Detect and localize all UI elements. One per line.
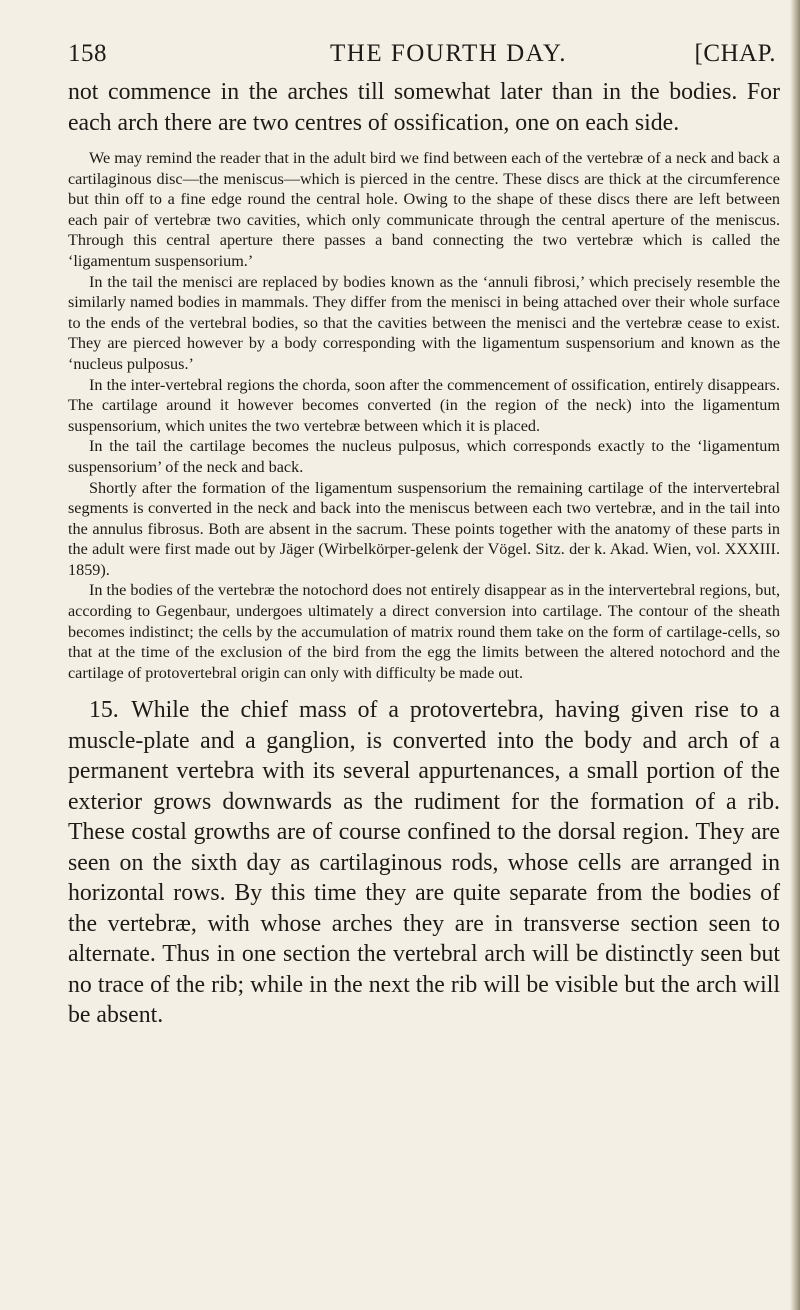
note-paragraph: In the tail the cartilage becomes the nucleus pulposus, which corresponds exactly to the ‘ligamentum suspensorium’ of the neck and back.: [68, 437, 780, 476]
page-number: 158: [68, 40, 107, 67]
opening-paragraph: not commence in the arches till somewhat later than in the bodies. For each arch there are two centres of ossification, one on each side.: [68, 79, 780, 136]
page-edge-shadow: [790, 0, 800, 1310]
small-print-note: [68, 148, 780, 683]
note-paragraph: Shortly after the formation of the ligamentum suspensorium the remaining cartilage of the intervertebral segments is converted in the neck and back into the meniscus between each two vertebræ, and in the tail into the annulus fibrosus. Both are absent in the sacrum. These points together with the anatomy of these parts in the adult were first made out by Jäger (Wirbelkörper-gelenk der Vögel. Sitz. der k. Akad. Wien, vol. XXXIII. 1859).: [68, 478, 780, 579]
note-paragraph: In the inter-vertebral regions the chorda, soon after the commencement of ossification, entirely disappears. The cartilage around it however becomes converted (in the region of the neck) into the ligamentum suspensorium, which unites the two vertebræ between which it is placed.: [68, 375, 780, 435]
note-paragraph: In the tail the menisci are replaced by bodies known as the ‘annuli fibrosi,’ which precisely resemble the similarly named bodies in mammals. They differ from the menisci in being attached over their whole surface to the ends of the vertebral bodies, so that the cavities between the menisci and the vertebræ cease to exist. They are pierced however by a body corresponding with the ligamentum suspensorium and known as the ‘nucleus pulposus.’: [68, 272, 780, 373]
section-number: 15.: [89, 697, 119, 724]
section-15-text: While the chief mass of a protovertebra, having given rise to a muscle-plate and a ganglion, is converted into the body and arch of a permanent vertebra with its several appurtenances, a small portion of the exterior grows downwards as the rudiment for the formation of a rib. These costal growths are of course confined to the dorsal region. They are seen on the sixth day as cartilaginous rods, whose cells are arranged in horizontal rows. By this time they are quite separate from the bodies of the vertebræ, with whose arches they are in transverse section seen to alternate. Thus in one section the vertebral arch will be distinctly seen but no trace of the rib; while in the next the rib will be visible but the arch will be absent.: [68, 697, 780, 1029]
note-paragraph: We may remind the reader that in the adult bird we find between each of the vertebræ of a neck and back a cartilaginous disc—the meniscus—which is pierced in the centre. These discs are thick at the circumference but thin off to a fine edge round the central hole. Owing to the shape of these discs there are left between each pair of vertebræ two cavities, which only communicate through the central aperture of the meniscus. Through this central aperture there passes a band connecting the two vertebræ which is called the ‘ligamentum suspensorium.’: [68, 149, 780, 270]
running-header: [68, 40, 780, 76]
note-paragraph: In the bodies of the vertebræ the notochord does not entirely disappear as in the intervertebral regions, but, according to Gegenbaur, undergoes ultimately a direct conversion into cartilage. The contour of the sheath becomes indistinct; the cells by the accumulation of matrix round them take on the form of cartilage-cells, so that at the time of the exclusion of the bird from the egg the limits between the altered notochord and the cartilage of protovertebral origin can only with difficulty be made out.: [68, 581, 780, 682]
section-15-paragraph: [68, 695, 780, 1031]
chapter-label: [CHAP.: [694, 40, 776, 67]
running-title: THE FOURTH DAY.: [330, 40, 568, 67]
book-page: [68, 40, 780, 1031]
